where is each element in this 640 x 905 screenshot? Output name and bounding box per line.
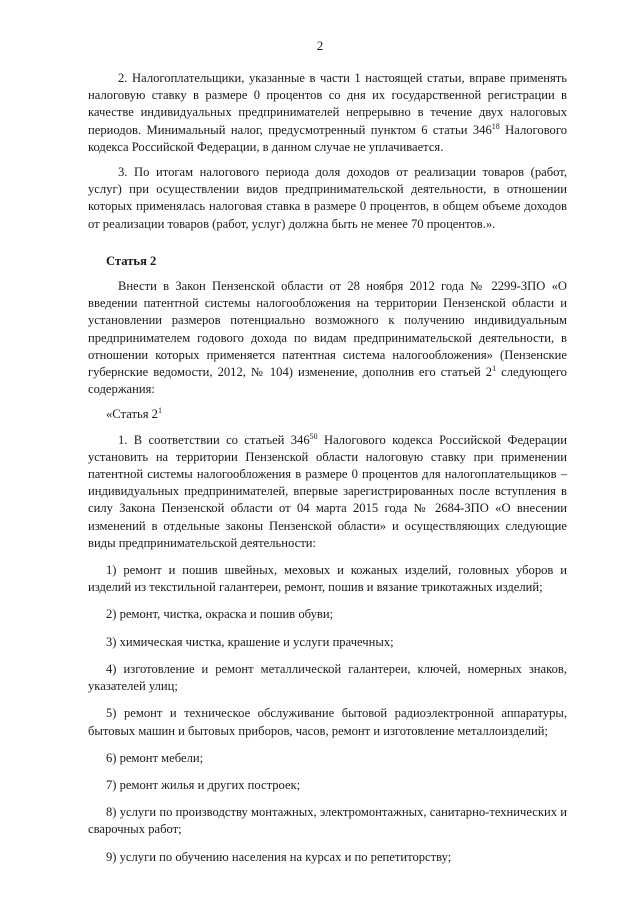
list-item: 8) услуги по производству монтажных, электромонтажных, санитарно-технических и сварочных работ; bbox=[88, 805, 567, 837]
list-item: 2) ремонт, чистка, окраска и пошив обуви; bbox=[106, 607, 334, 622]
article-2-1-heading-text: «Статья 2 bbox=[106, 407, 158, 422]
article-2-intro bbox=[88, 278, 567, 398]
list-item: 3) химическая чистка, крашение и услуги прачечных; bbox=[106, 634, 394, 649]
article-2-1-paragraph-1 bbox=[88, 432, 567, 552]
list-item: 6) ремонт мебели; bbox=[106, 750, 204, 765]
document-body bbox=[88, 70, 567, 866]
article-2-1-heading bbox=[88, 406, 567, 423]
superscript-50: 50 bbox=[309, 431, 318, 441]
article-2-intro-text: Внести в Закон Пензенской области от 28 ноября 2012 года № 2299-ЗПО «О введении патентной системы налогообложения на территории Пензенской области и установлении размеров потенциально возможного к получению индивидуальным предпринимателем годового дохода по видам предпринимательской деятельности, в отношении которых применяется патентная система налогообложения» (Пензенские губернские ведомости, 2012, № 104) изменение, дополнив его статьей 2 bbox=[88, 279, 567, 380]
list-item: 7) ремонт жилья и других построек; bbox=[106, 777, 301, 792]
paragraph-part-2-text: 2. Налогоплательщики, указанные в части 1 настоящей статьи, вправе применять налоговую ставку в размере 0 процентов со дня их государственной регистрации в качестве индивидуальных предпринимателей непрерывно в течение двух налоговых периодов. Минимальный налог, предусмотренный пунктом 6 статьи 346 bbox=[88, 71, 567, 137]
list-item: 4) изготовление и ремонт металлической галантереи, ключей, номерных знаков, указателей улиц; bbox=[88, 661, 567, 694]
paragraph-part-2 bbox=[88, 70, 567, 156]
paragraph-part-3: 3. По итогам налогового периода доля доходов от реализации товаров (работ, услуг) при осуществлении видов предпринимательской деятельности, в отношении которых применялась налоговая ставка в размере 0 процентов, в общем объеме доходов от реализации товаров (работ, услуг) должна быть не менее 70 процентов.». bbox=[88, 165, 567, 231]
list-item: 9) услуги по обучению населения на курсах и по репетиторству; bbox=[106, 849, 452, 864]
article-2-1-paragraph-1-text: 1. В соответствии со статьей 346 bbox=[118, 432, 310, 447]
superscript-1: 1 bbox=[492, 363, 497, 373]
list-item: 5) ремонт и техническое обслуживание бытовой радиоэлектронной аппаратуры, бытовых машин и бытовых приборов, часов, ремонт и изготовление металлоизделий; bbox=[88, 706, 567, 738]
list-item: 1) ремонт и пошив швейных, меховых и кожаных изделий, головных уборов и изделий из текстильной галантереи, ремонт, пошив и вязание трикотажных изделий; bbox=[88, 563, 567, 595]
article-2-1-paragraph-1-after: Налогового кодекса Российской Федерации установить на территории Пензенской области налоговую ставку при применении патентной системы налогообложения в размере 0 процентов для налогоплательщиков – индивидуальных предпринимателей, впервые зарегистрированных после вступления в силу Закона Пензенской области от 04 марта 2015 года № 2684-ЗПО «О внесении изменений в отдельные законы Пензенской области» и осуществляющих следующие виды предпринимательской деятельности: bbox=[88, 432, 567, 550]
paragraph-part-2-text-after: Налогового кодекса Российской Федерации, в данном случае не уплачивается. bbox=[88, 122, 567, 154]
article-2-heading: Статья 2 bbox=[106, 253, 157, 268]
superscript-1-heading: 1 bbox=[157, 406, 162, 416]
page-number: 2 bbox=[316, 38, 324, 53]
superscript-18: 18 bbox=[491, 121, 500, 131]
article-2-intro-after: следующего содержания: bbox=[88, 365, 567, 397]
